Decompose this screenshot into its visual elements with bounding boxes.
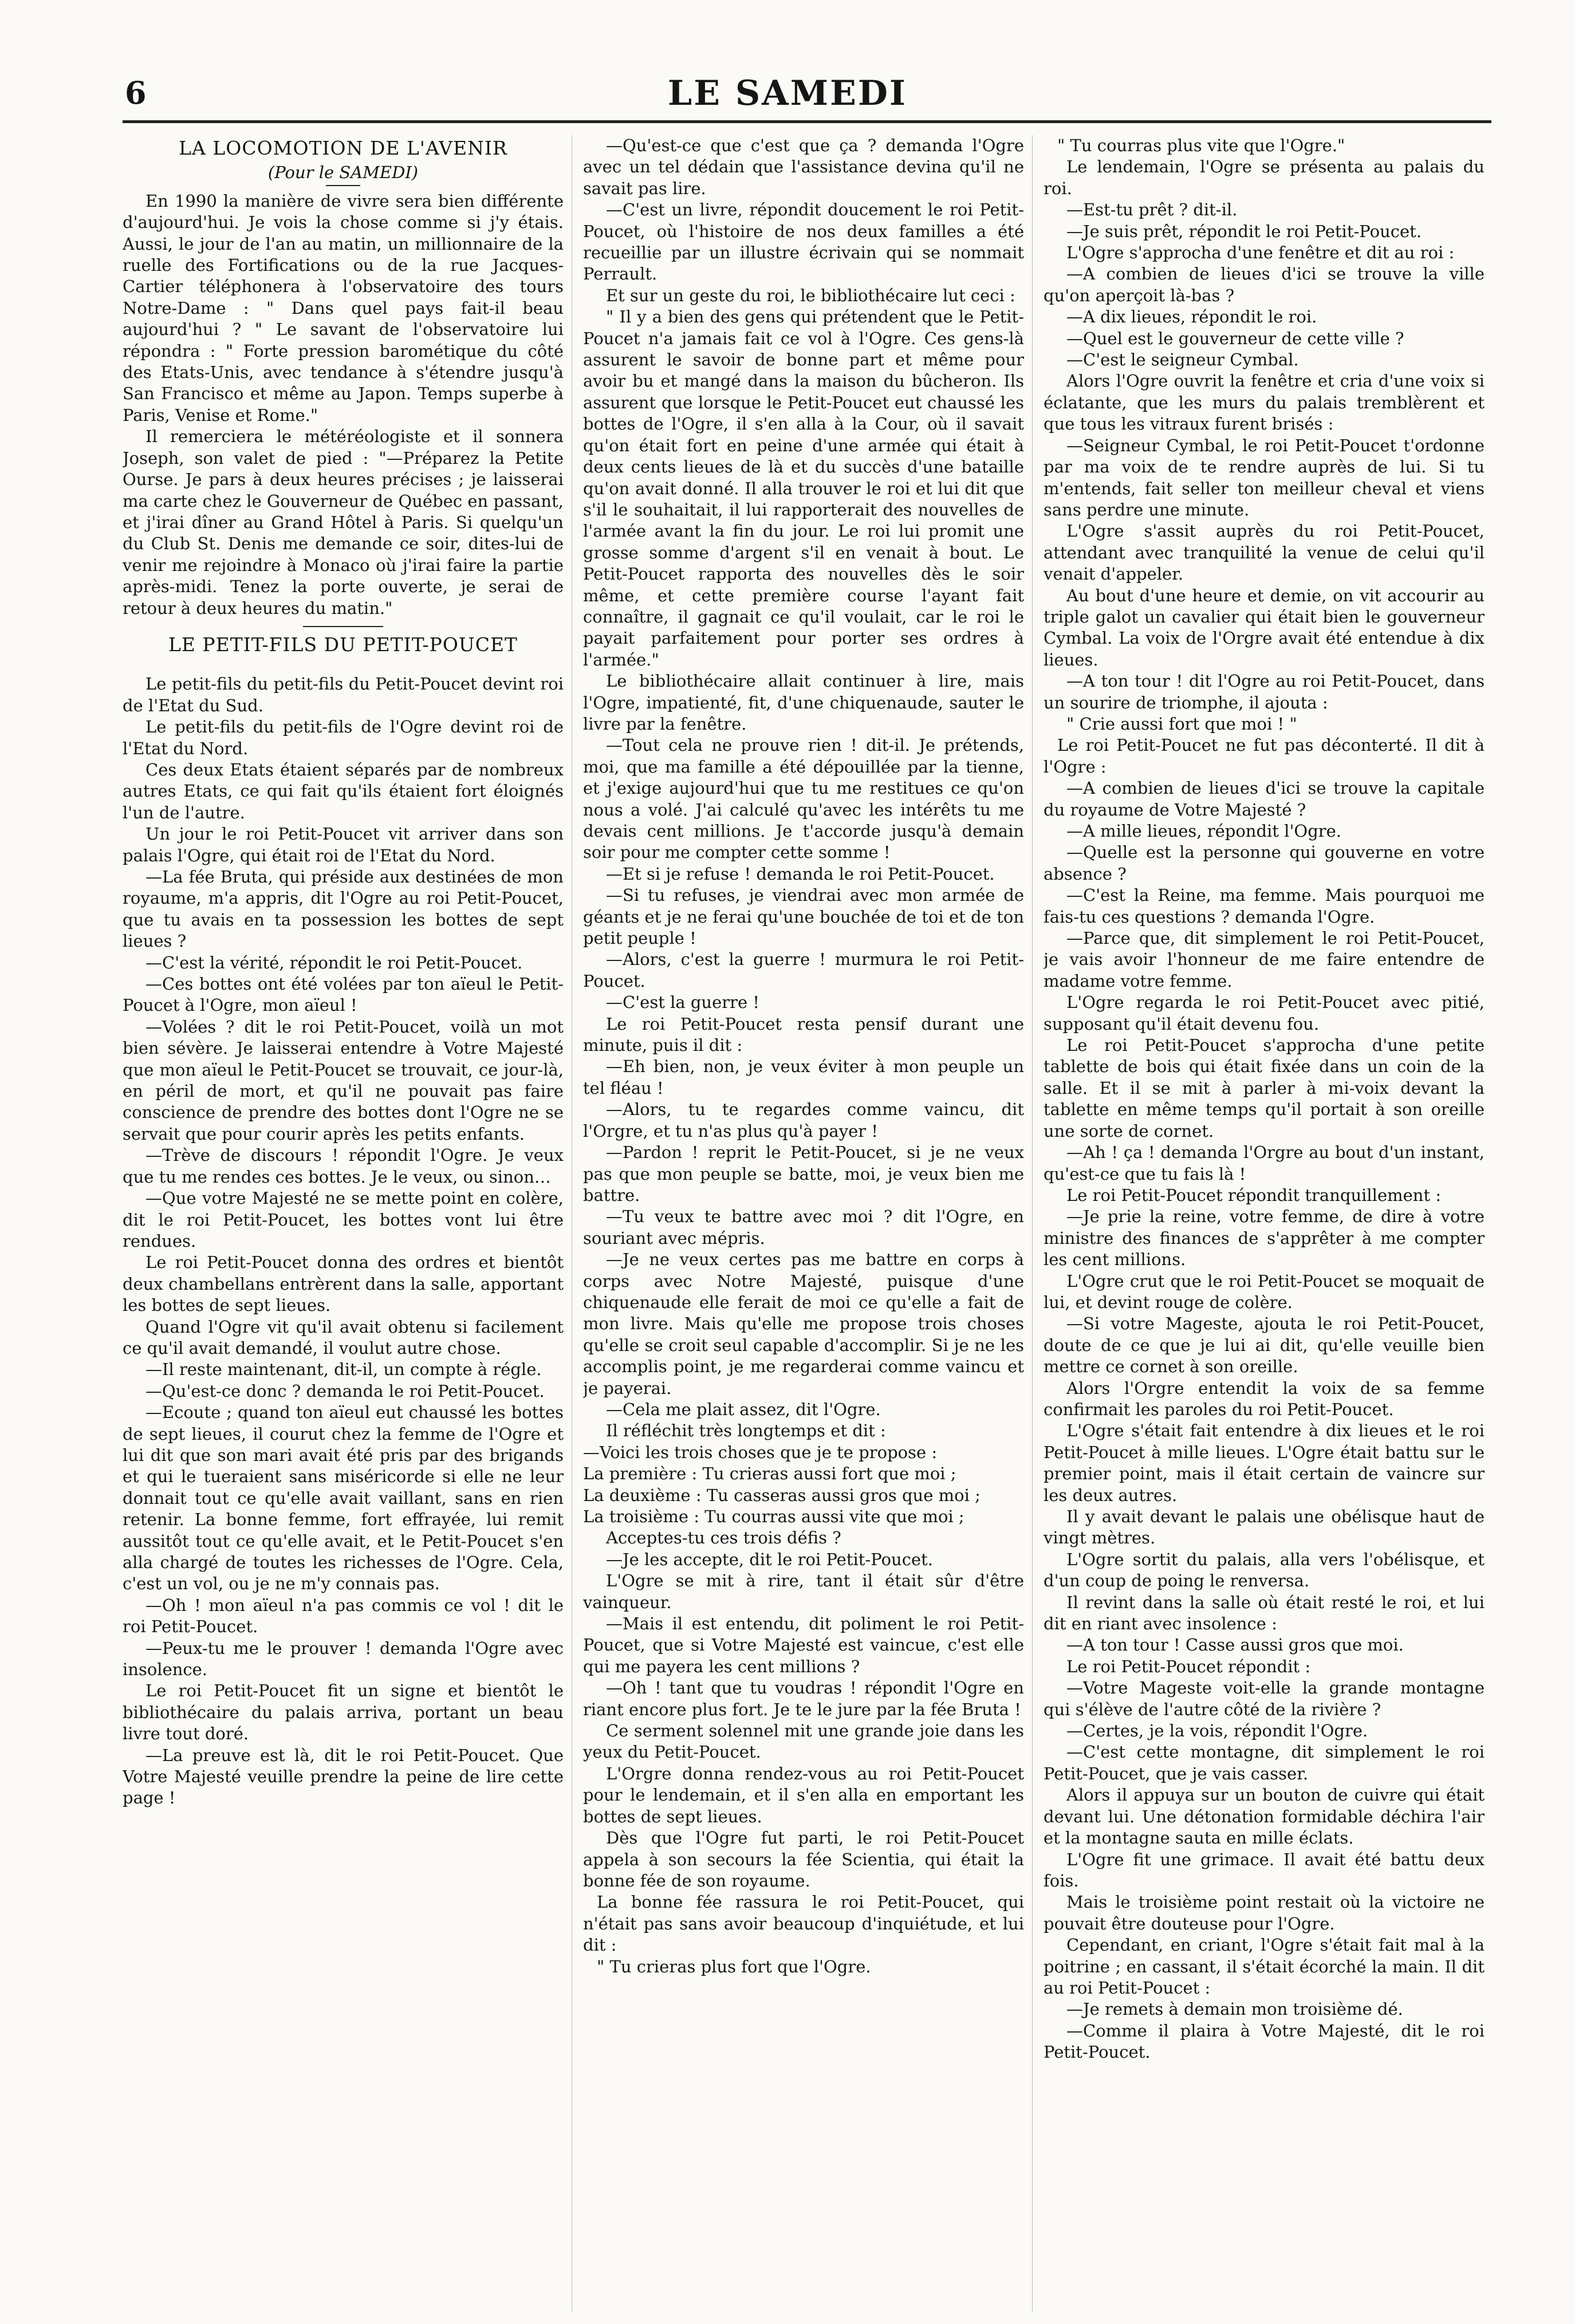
paragraph: La deuxième : Tu casseras aussi gros que moi ; <box>583 1485 981 1505</box>
paragraph: L'Ogre s'assit auprès du roi Petit-Poucet, attendant avec tranquilité la venue de celui qu'il venait d'appeler. <box>1044 521 1485 584</box>
masthead-title: LE SAMEDI <box>668 73 907 113</box>
paragraph: En 1990 la manière de vivre sera bien différente d'aujourd'hui. Je vois la chose comme si j'y étais. Aussi, le jour de l'an au matin, un millionnaire de la ruelle des Fortifications ou de la rue Jacques-Cartier téléphonera à l'observatoire des tours Notre-Dame : " Dans quel pays fait-il beau aujourd'hui ? " Le savant de l'observatoire lui répondra : " Forte pression barométique du côté des Etats-Unis, avec tendance à s'étendre jusqu'à San Francisco et même au Japon. Temps superbe à Paris, Venise et Rome." <box>123 191 564 425</box>
paragraph: Mais le troisième point restait où la victoire ne pouvait être douteuse pour l'Ogre. <box>1044 1892 1485 1933</box>
paragraph: Le lendemain, l'Ogre se présenta au palais du roi. <box>1044 157 1485 198</box>
paragraph: " Crie aussi fort que moi ! " <box>1066 714 1297 734</box>
paragraph: —C'est la guerre ! <box>606 992 760 1013</box>
paragraph: —Voici les trois choses que je te propose : <box>583 1442 938 1462</box>
paragraph: —La preuve est là, dit le roi Petit-Poucet. Que Votre Majesté veuille prendre la peine de lire cette page ! <box>123 1745 564 1808</box>
paragraph: Il remerciera le météréologiste et il sonnera Joseph, son valet de pied : "—Préparez la Petite Ourse. Je pars à deux heures précises ; je laisserai ma carte chez le Gouverneur de Québec en passant, et j'irai dîner au Grand Hôtel à Paris. Si quelqu'un du Club St. Denis me demande ce soir, dites-lui de venir me rejoindre à Monaco où j'irai faire la partie après-midi. Tenez la porte ouverte, je serai de retour à deux heures du matin." <box>123 427 564 618</box>
paragraph: Le petit-fils du petit-fils du Petit-Poucet devint roi de l'Etat du Sud. <box>123 674 564 715</box>
paragraph: L'Ogre fit une grimace. Il avait été battu deux fois. <box>1044 1849 1485 1890</box>
paragraph: —Mais il est entendu, dit poliment le roi Petit-Poucet, que si Votre Majesté est vaincue, c'est elle qui me payera les cent millions ? <box>583 1614 1024 1676</box>
paragraph: L'Ogre sortit du palais, alla vers l'obélisque, et d'un coup de poing le renversa. <box>1044 1549 1485 1591</box>
paragraph: —Volées ? dit le roi Petit-Poucet, voilà un mot bien sévère. Je laisserai entendre à Votre Majesté que mon aïeul le Petit-Poucet se trouvait, ce jour-là, en péril de mort, et qu'il ne pouvait pas faire conscience de prendre des bottes dont l'Ogre ne se servait que pour courir après les petits enfants. <box>123 1017 564 1144</box>
paragraph: —Tu veux te battre avec moi ? dit l'Ogre, en souriant avec mépris. <box>583 1207 1024 1248</box>
article-separator <box>303 626 383 627</box>
paragraph: —Qu'est-ce que c'est que ça ? demanda l'Ogre avec un tel dédain que l'assistance devina qu'il ne savait pas lire. <box>583 136 1024 198</box>
paragraph: —Quel est le gouverneur de cette ville ? <box>1066 328 1404 348</box>
paragraph: Le roi Petit-Poucet ne fut pas déconterté. Il dit à l'Ogre : <box>1044 735 1485 777</box>
paragraph: L'Ogre crut que le roi Petit-Poucet se moquait de lui, et devint rouge de colère. <box>1044 1271 1485 1312</box>
paragraph: —Ecoute ; quand ton aïeul eut chaussé les bottes de sept lieues, il courut chez la femme de l'Ogre et lui dit que son mari avait été pris par des brigands et qui le tueraient sans miséricorde si elle ne leur donnait tout ce qu'elle avait vaillant, sans en rien retenir. La bonne femme, fort effrayée, lui remit aussitôt tout ce qu'elle avait, et le Petit-Poucet s'en alla chargé de toutes les richesses de l'Ogre. Cela, c'est un vol, ou je ne m'y connais pas. <box>123 1403 564 1594</box>
paragraph: Le roi Petit-Poucet répondit : <box>1066 1656 1311 1676</box>
paragraph: —Je suis prêt, répondit le roi Petit-Poucet. <box>1066 221 1422 241</box>
paragraph: Le roi Petit-Poucet répondit tranquillement : <box>1066 1185 1442 1205</box>
paragraph: —Ah ! ça ! demanda l'Orgre au bout d'un instant, qu'est-ce que tu fais là ! <box>1044 1143 1485 1184</box>
paragraph: —A mille lieues, répondit l'Ogre. <box>1066 821 1342 841</box>
paragraph: —Il reste maintenant, dit-il, un compte à régle. <box>145 1360 542 1380</box>
paragraph: L'Ogre s'était fait entendre à dix lieues et le roi Petit-Poucet à mille lieues. L'Ogre était battu sur le premier point, mais il était certain de vaincre sur les deux autres. <box>1044 1421 1485 1505</box>
column-3 <box>1044 135 1485 2317</box>
paragraph: —Oh ! tant que tu voudras ! répondit l'Ogre en riant encore plus fort. Je te le jure par la fée Bruta ! <box>583 1678 1024 1719</box>
page-header <box>0 0 1575 115</box>
column-2 <box>583 135 1024 2317</box>
paragraph: —La fée Bruta, qui préside aux destinées de mon royaume, m'a appris, dit l'Ogre au roi Petit-Poucet, que tu avais en ta possession les bottes de sept lieues ? <box>123 867 564 951</box>
paragraph: —C'est la Reine, ma femme. Mais pourquoi me fais-tu ces questions ? demanda l'Ogre. <box>1044 885 1485 927</box>
paragraph: —Je prie la reine, votre femme, de dire à votre ministre des finances de s'apprêter à me compter les cent millions. <box>1044 1207 1485 1270</box>
paragraph: L'Orgre donna rendez-vous au roi Petit-Poucet pour le lendemain, et il s'en alla en emportant les bottes de sept lieues. <box>583 1763 1024 1826</box>
paragraph: Le roi Petit-Poucet resta pensif durant une minute, puis il dit : <box>583 1014 1024 1055</box>
article-byline: (Pour le SAMEDI) <box>267 163 419 183</box>
paragraph: " Tu courras plus vite que l'Ogre." <box>1057 136 1345 155</box>
paragraph: Le roi Petit-Poucet s'approcha d'une petite tablette de bois qui était fixée dans un coin de la salle. Et il se mit à parler à mi-voix devant la tablette en même temps qu'il portait à son oreille une sorte de cornet. <box>1044 1035 1485 1141</box>
paragraph: Alors l'Ogre ouvrit la fenêtre et cria d'une voix si éclatante, que les murs du palais tremblèrent et que tous les vitraux furent brisés : <box>1044 371 1485 434</box>
paragraph: —A combien de lieues d'ici se trouve la capitale du royaume de Votre Majesté ? <box>1044 778 1485 820</box>
paragraph: Le bibliothécaire allait continuer à lire, mais l'Ogre, impatienté, fit, d'une chiquenaude, sauter le livre par la fenêtre. <box>583 671 1024 734</box>
paragraph: —Alors, c'est la guerre ! murmura le roi Petit-Poucet. <box>583 950 1024 991</box>
paragraph: Il revint dans la salle où était resté le roi, et lui dit en riant avec insolence : <box>1044 1592 1485 1634</box>
paragraph: —A ton tour ! dit l'Ogre au roi Petit-Poucet, dans un sourire de triomphe, il ajouta : <box>1044 671 1485 712</box>
paragraph: Alors l'Orgre entendit la voix de sa femme confirmait les paroles du roi Petit-Poucet. <box>1044 1378 1485 1419</box>
paragraph: Le roi Petit-Poucet fit un signe et bientôt le bibliothécaire du palais arriva, portant un beau livre tout doré. <box>123 1681 564 1744</box>
paragraph: —A ton tour ! Casse aussi gros que moi. <box>1066 1635 1404 1655</box>
paragraph: —Peux-tu me le prouver ! demanda l'Ogre avec insolence. <box>123 1638 564 1680</box>
paragraph: —C'est le seigneur Cymbal. <box>1066 350 1299 370</box>
article-title: LE PETIT-FILS DU PETIT-POUCET <box>168 633 518 656</box>
paragraph: —Alors, tu te regardes comme vaincu, dit l'Orgre, et tu n'as plus qu'à payer ! <box>583 1100 1024 1141</box>
paragraph: La première : Tu crieras aussi fort que moi ; <box>583 1464 956 1484</box>
paragraph: —Est-tu prêt ? dit-il. <box>1066 200 1238 220</box>
paragraph: —A dix lieues, répondit le roi. <box>1066 307 1317 327</box>
paragraph: L'Ogre s'approcha d'une fenêtre et dit au roi : <box>1066 243 1455 263</box>
paragraph: La troisième : Tu courras aussi vite que moi ; <box>583 1507 964 1526</box>
paragraph: L'Ogre regarda le roi Petit-Poucet avec pitié, supposant qu'il était devenu fou. <box>1044 992 1485 1034</box>
paragraph: Il réfléchit très longtemps et dit : <box>606 1421 886 1441</box>
column-divider <box>1032 135 1033 2311</box>
paragraph: —A combien de lieues d'ici se trouve la ville qu'on aperçoit là-bas ? <box>1044 264 1485 305</box>
paragraph: —Seigneur Cymbal, le roi Petit-Poucet t'ordonne par ma voix de te rendre auprès de lui. Si tu m'entends, fait seller ton meilleur cheval et viens sans perdre une minute. <box>1044 435 1485 519</box>
paragraph: " Tu crieras plus fort que l'Ogre. <box>597 1956 871 1976</box>
paragraph: —Oh ! mon aïeul n'a pas commis ce vol ! dit le roi Petit-Poucet. <box>123 1595 564 1637</box>
paragraph: Le petit-fils du petit-fils de l'Ogre devint roi de l'Etat du Nord. <box>123 717 564 758</box>
byline-rule <box>326 185 360 186</box>
paragraph: Le roi Petit-Poucet donna des ordres et bientôt deux chambellans entrèrent dans la salle, apportant les bottes de sept lieues. <box>123 1252 564 1315</box>
paragraph: —Si votre Mageste, ajouta le roi Petit-Poucet, doute de ce que je lui ai dit, qu'elle veuille bien mettre ce cornet à son oreille. <box>1044 1314 1485 1377</box>
header-rule <box>123 120 1491 123</box>
paragraph: —Quelle est la personne qui gouverne en votre absence ? <box>1044 842 1485 884</box>
paragraph: —Je remets à demain mon troisième dé. <box>1066 1999 1403 2019</box>
paragraph: —Comme il plaira à Votre Majesté, dit le roi Petit-Poucet. <box>1044 2020 1485 2062</box>
paragraph: —C'est la vérité, répondit le roi Petit-Poucet. <box>145 952 523 972</box>
paragraph: Quand l'Ogre vit qu'il avait obtenu si facilement ce qu'il avait demandé, il voulut autre chose. <box>123 1317 564 1358</box>
paragraph: —Eh bien, non, je veux éviter à mon peuple un tel fléau ! <box>583 1057 1024 1098</box>
paragraph: Au bout d'une heure et demie, on vit accourir au triple galot un cavalier qui était bien le gouverneur Cymbal. La voix de l'Orgre avait été entendue à dix lieues. <box>1044 585 1485 669</box>
paragraph: —Votre Mageste voit-elle la grande montagne qui s'élève de l'autre côté de la rivière ? <box>1044 1678 1485 1719</box>
paragraph: Et sur un geste du roi, le bibliothécaire lut ceci : <box>606 285 1015 305</box>
paragraph: —C'est cette montagne, dit simplement le roi Petit-Poucet, que je vais casser. <box>1044 1742 1485 1783</box>
paragraph: —C'est un livre, répondit doucement le roi Petit-Poucet, où l'histoire de nos deux familles a été recueillie par un illustre écrivain qui se nommait Perrault. <box>583 200 1024 284</box>
paragraph: —Parce que, dit simplement le roi Petit-Poucet, je vais avoir l'honneur de me faire entendre de madame votre femme. <box>1044 928 1485 991</box>
paragraph: Il y avait devant le palais une obélisque haut de vingt mètres. <box>1044 1507 1485 1548</box>
paragraph: " Il y a bien des gens qui prétendent que le Petit-Poucet n'a jamais fait ce vol à l'Ogre. Ces gens-là assurent le savoir de bonne part et même pour avoir bu et mangé dans la maison du bûcheron. Ils assurent que lorsque le Petit-Poucet eut chaussé les bottes de l'Ogre, il s'en alla à la Cour, où il savait qu'on était fort en peine d'une armée qui était à deux cents lieues de là et du succès d'une bataille qu'on avait donné. Il alla trouver le roi et lui dit que s'il le souhaitait, il lui rapporterait des nouvelles de l'armée avant la fin du jour. Le roi lui promit une grosse somme d'argent s'il en venait à bout. Le Petit-Poucet rapporta des nouvelles dès le soir même, et cette première course l'ayant fait connaître, il gagnait ce qu'il voulait, car le roi le payait parfaitement pour porter ses ordres à l'armée." <box>583 307 1024 669</box>
paragraph: —Et si je refuse ! demanda le roi Petit-Poucet. <box>606 864 995 884</box>
article-title: LA LOCOMOTION DE L'AVENIR <box>179 137 507 159</box>
paragraph: Ces deux Etats étaient séparés par de nombreux autres Etats, ce qui fait qu'ils étaient fort éloignés l'un de l'autre. <box>123 759 564 822</box>
paragraph: Ce serment solennel mit une grande joie dans les yeux du Petit-Poucet. <box>583 1721 1024 1762</box>
paragraph: —Que votre Majesté ne se mette point en colère, dit le roi Petit-Poucet, les bottes vont lui être rendues. <box>123 1188 564 1251</box>
paragraph: Un jour le roi Petit-Poucet vit arriver dans son palais l'Ogre, qui était roi de l'Etat du Nord. <box>123 824 564 865</box>
paragraph: —Si tu refuses, je viendrai avec mon armée de géants et je ne ferai qu'une bouchée de toi et de ton petit peuple ! <box>583 885 1024 948</box>
paragraph: La bonne fée rassura le roi Petit-Poucet, qui n'était pas sans avoir beaucoup d'inquiétude, et lui dit : <box>583 1892 1024 1955</box>
paragraph: —Pardon ! reprit le Petit-Poucet, si je ne veux pas que mon peuple se batte, moi, je veux bien me battre. <box>583 1143 1024 1205</box>
paragraph: —Certes, je la vois, répondit l'Ogre. <box>1066 1721 1368 1741</box>
column-1 <box>123 135 564 2317</box>
paragraph: Alors il appuya sur un bouton de cuivre qui était devant lui. Une détonation formidable déchira l'air et la montagne sauta en mille éclats. <box>1044 1785 1485 1848</box>
paragraph: —Tout cela ne prouve rien ! dit-il. Je prétends, moi, que ma famille a été dépouillée par la tienne, et j'exige aujourd'hui que tu me restitues ce qu'on nous a volé. J'ai calculé qu'avec les intérêts tu me devais cent millions. Je t'accorde jusqu'à demain soir pour me compter cette somme ! <box>583 735 1024 862</box>
paragraph: L'Ogre se mit à rire, tant il était sûr d'être vainqueur. <box>583 1571 1024 1612</box>
paragraph: —Je les accepte, dit le roi Petit-Poucet. <box>606 1549 933 1569</box>
paragraph: Cependant, en criant, l'Ogre s'était fait mal à la poitrine ; en cassant, il s'était écorché la main. Il dit au roi Petit-Poucet : <box>1044 1935 1485 1998</box>
paragraph: —Cela me plait assez, dit l'Ogre. <box>606 1399 881 1419</box>
paragraph: Dès que l'Ogre fut parti, le roi Petit-Poucet appela à son secours la fée Scientia, qui était la bonne fée de son royaume. <box>583 1828 1024 1890</box>
paragraph: —Qu'est-ce donc ? demanda le roi Petit-Poucet. <box>145 1381 545 1401</box>
page-number: 6 <box>125 74 147 111</box>
paragraph: —Je ne veux certes pas me battre en corps à corps avec Notre Majesté, puisque d'une chiquenaude elle ferait de moi ce qu'elle a fait de mon livre. Mais qu'elle me propose trois choses qu'elle se croit seul capable d'accomplir. Si je ne les accomplis point, je me regarderai comme vaincu et je payerai. <box>583 1250 1024 1398</box>
paragraph: —Ces bottes ont été volées par ton aïeul le Petit-Poucet à l'Ogre, mon aïeul ! <box>123 974 564 1015</box>
paragraph: —Trève de discours ! répondit l'Ogre. Je veux que tu me rendes ces bottes. Je le veux, ou sinon… <box>123 1145 564 1187</box>
paragraph: Acceptes-tu ces trois défis ? <box>606 1528 841 1548</box>
